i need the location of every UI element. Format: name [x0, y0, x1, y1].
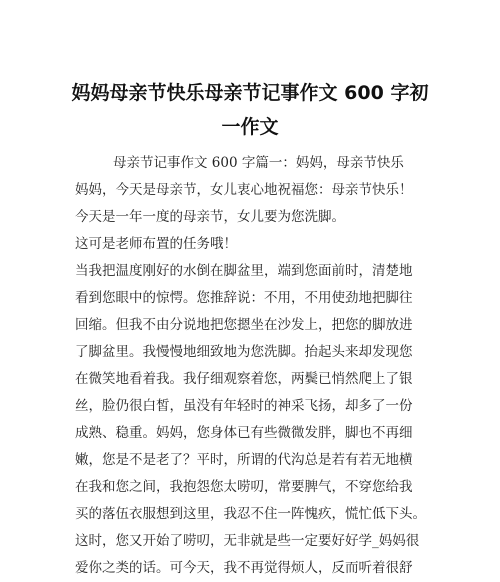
paragraph-line: 爱你之类的话。可今天，我不再觉得烦人，反而听着很舒 — [75, 560, 413, 576]
title-line-1: 妈妈母亲节快乐母亲节记事作文 600 字初 — [71, 82, 429, 104]
paragraph-line: 买的落伍衣服想到这里，我忍不住一阵愧疚，慌忙低下头。 — [75, 506, 426, 522]
paragraph-line: 今天是一年一度的母亲节，女儿要为您洗脚。 — [75, 209, 345, 225]
paragraph-line: 了脚盆里。我慢慢地细致地为您洗脚。抬起头来却发现您 — [75, 344, 413, 360]
document-body — [75, 150, 435, 582]
paragraph-line: 当我把温度刚好的水倒在脚盆里，端到您面前时，清楚地 — [75, 263, 413, 279]
paragraph-line: 这时，您又开始了唠叨，无非就是些一定要好好学_妈妈很 — [75, 533, 420, 549]
paragraph-line: 妈妈，今天是母亲节，女儿衷心地祝福您：母亲节快乐！ — [75, 182, 413, 198]
paragraph-line: 回缩。但我不由分说地把您摁坐在沙发上，把您的脚放进 — [75, 317, 413, 333]
paragraph-line: 成熟、稳重。妈妈，您身体已有些微微发胖，脚也不再细 — [75, 425, 413, 441]
paragraph-line: 在我和您之间，我抱怨您太唠叨，常要脾气，不穿您给我 — [75, 479, 413, 495]
document-title — [60, 76, 440, 144]
paragraph-line: 这可是老师布置的任务哦！ — [75, 236, 237, 252]
paragraph-line: 嫩，您是不是老了？平时，所谓的代沟总是若有若无地横 — [75, 452, 413, 468]
paragraph-line: 母亲节记事作文 600 字篇一：妈妈，母亲节快乐 — [113, 155, 404, 171]
paragraph-line: 看到您眼中的惊愕。您推辞说：不用，不用使劲地把脚往 — [75, 290, 413, 306]
paragraph-line: 丝，脸仍很白皙，虽没有年轻时的神采飞扬，却多了一份 — [75, 398, 413, 414]
title-line-2: 一作文 — [221, 116, 279, 138]
paragraph-line: 在微笑地看着我。我仔细观察着您，两鬓已悄然爬上了银 — [75, 371, 413, 387]
